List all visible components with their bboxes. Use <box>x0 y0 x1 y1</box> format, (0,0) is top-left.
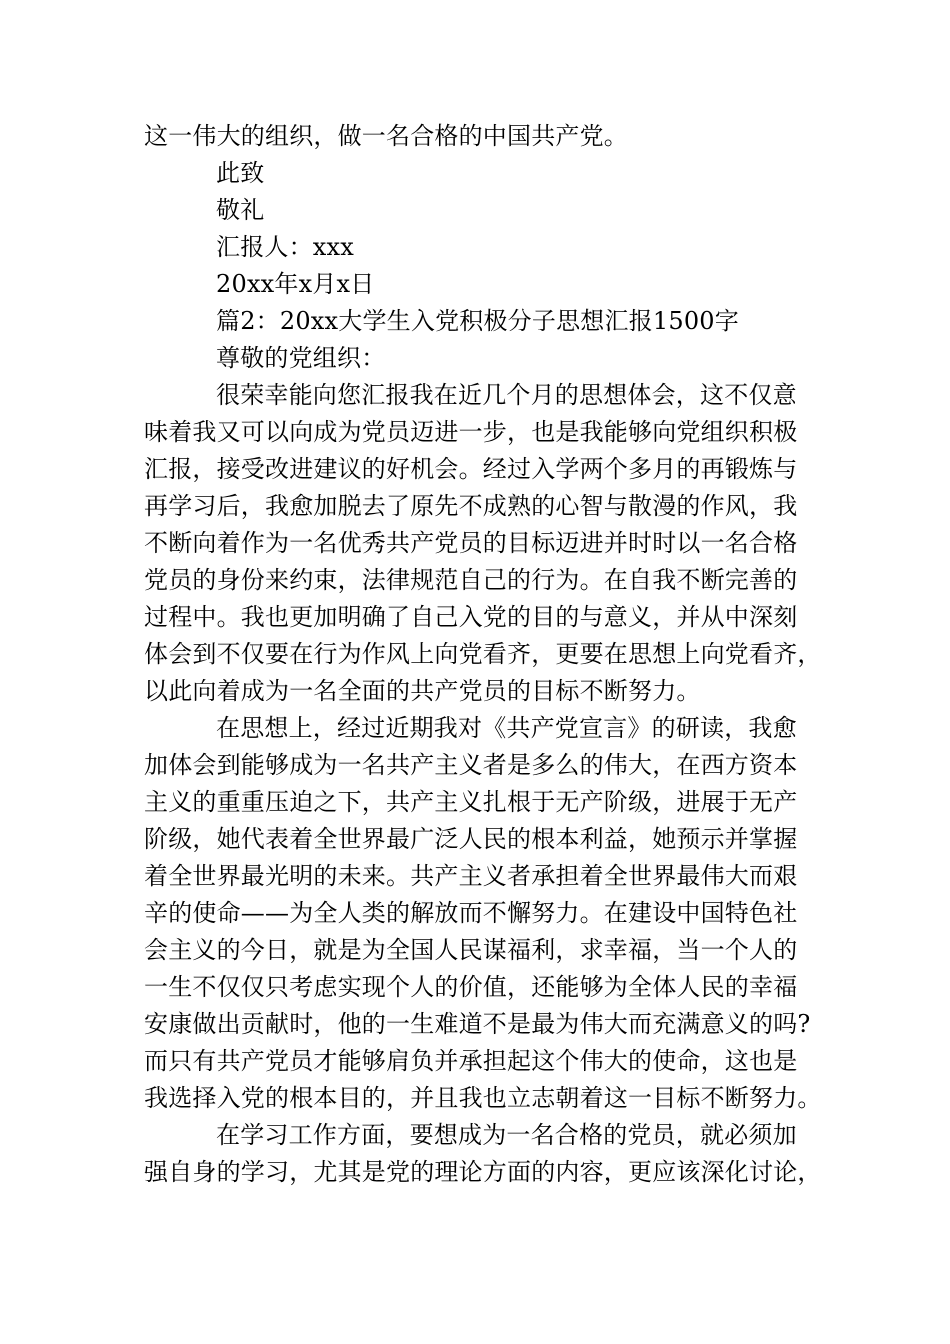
text-line: 阶级，她代表着全世界最广泛人民的根本利益，她预示并掌握 <box>144 825 798 853</box>
text-line: 着全世界最光明的未来。共产主义者承担着全世界最伟大而艰 <box>144 862 798 890</box>
text-line: 在思想上，经过近期我对《共产党宣言》的研读，我愈 <box>216 714 797 742</box>
text-line: 主义的重重压迫之下，共产主义扎根于无产阶级，进展于无产 <box>144 788 798 816</box>
text-line: 再学习后，我愈加脱去了原先不成熟的心智与散漫的作风，我 <box>144 492 798 520</box>
text-line: 一生不仅仅只考虑实现个人的价值，还能够为全体人民的幸福 <box>144 973 798 1001</box>
text-line: 在学习工作方面，要想成为一名合格的党员，就必须加 <box>216 1121 797 1149</box>
text-line: 过程中。我也更加明确了自己入党的目的与意义，并从中深刻 <box>144 603 798 631</box>
text-line: 很荣幸能向您汇报我在近几个月的思想体会，这不仅意 <box>216 381 797 409</box>
text-line: 会主义的今日，就是为全国人民谋福利，求幸福，当一个人的 <box>144 936 798 964</box>
text-line: 安康做出贡献时，他的一生难道不是最为伟大而充满意义的吗? <box>144 1010 811 1038</box>
text-line: 味着我又可以向成为党员迈进一步，也是我能够向党组织积极 <box>144 418 798 446</box>
text-line: 辛的使命——为全人类的解放而不懈努力。在建设中国特色社 <box>144 899 798 927</box>
greeting: 尊敬的党组织： <box>216 344 386 372</box>
section-title: 篇2：20xx大学生入党积极分子思想汇报1500字 <box>216 307 739 335</box>
text-line: 党员的身份来约束，法律规范自己的行为。在自我不断完善的 <box>144 566 798 594</box>
report-date: 20xx年x月x日 <box>216 270 375 298</box>
text-line: 体会到不仅要在行为作风上向党看齐，更要在思想上向党看齐， <box>144 640 822 668</box>
text-line: 强自身的学习，尤其是党的理论方面的内容，更应该深化讨论， <box>144 1158 822 1186</box>
text-line: 汇报，接受改进建议的好机会。经过入学两个多月的再锻炼与 <box>144 455 798 483</box>
text-line: 我选择入党的根本目的，并且我也立志朝着这一目标不断努力。 <box>144 1084 822 1112</box>
text-line: 而只有共产党员才能够肩负并承担起这个伟大的使命，这也是 <box>144 1047 798 1075</box>
text-line: 加体会到能够成为一名共产主义者是多么的伟大，在西方资本 <box>144 751 798 779</box>
text-line: 不断向着作为一名优秀共产党员的目标迈进并时时以一名合格 <box>144 529 798 557</box>
text-line: 以此向着成为一名全面的共产党员的目标不断努力。 <box>144 677 701 705</box>
text-line: 这一伟大的组织，做一名合格的中国共产党。 <box>144 122 628 150</box>
reporter-name: 汇报人：xxx <box>216 233 355 261</box>
salutation: 敬礼 <box>216 196 265 224</box>
closing-phrase: 此致 <box>216 159 265 187</box>
